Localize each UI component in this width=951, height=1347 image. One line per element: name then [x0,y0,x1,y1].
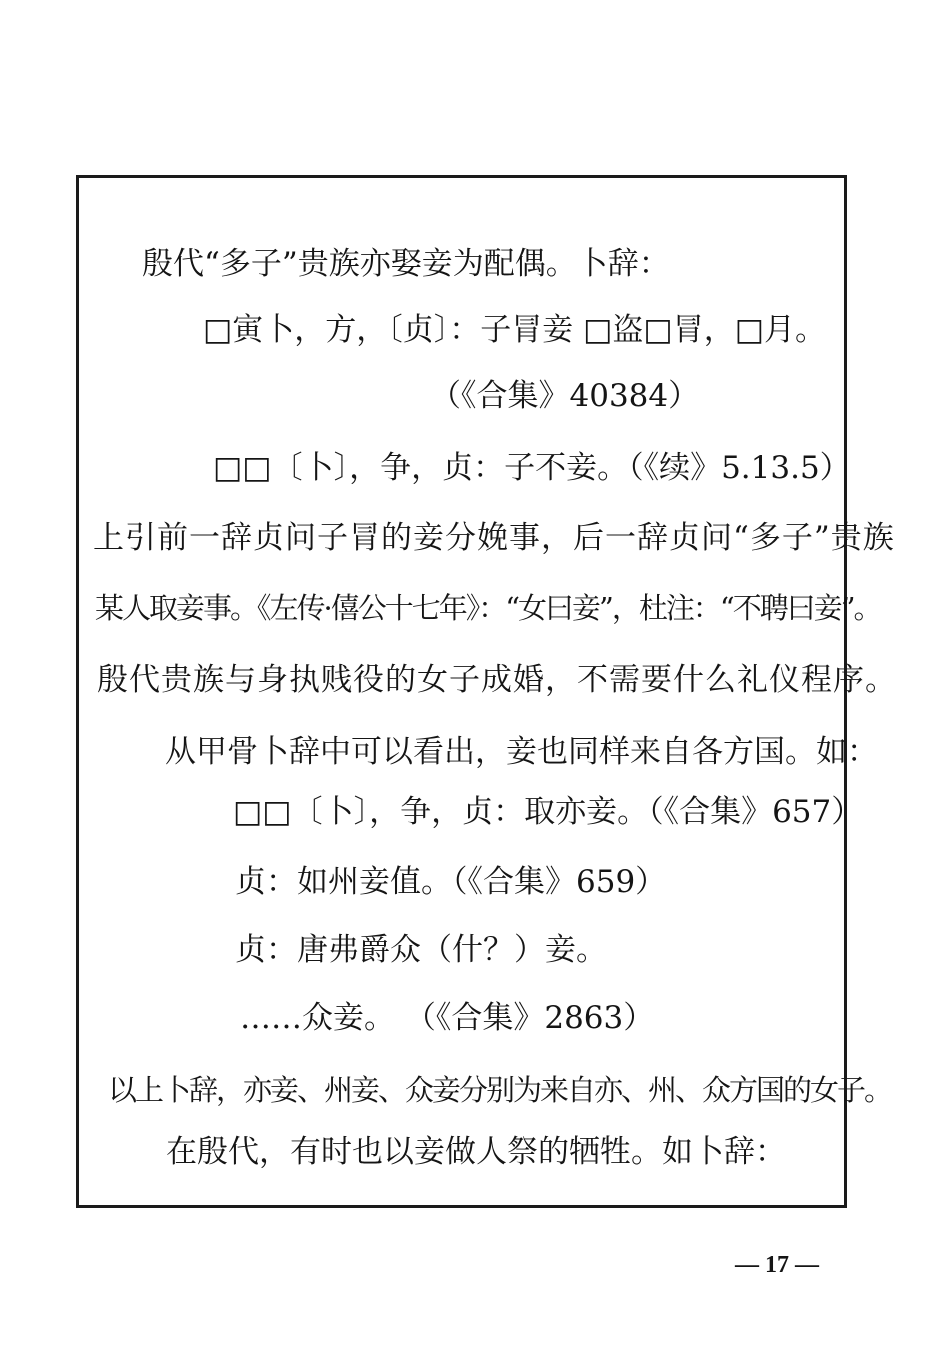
text-line: 以上卜辞，亦妾、州妾、众妾分别为来自亦、州、众方国的女子。 [108,1073,892,1107]
page-number: — 17 — [735,1252,819,1278]
text-line: 某人取妾事。《左传·僖公十七年》：“女曰妾”，杜注：“不聘曰妾”。 [95,591,881,625]
text-line: 殷代“多子”贵族亦娶妾为配偶。卜辞： [142,246,670,282]
text-line: 上引前一辞贞问子冐的妾分娩事，后一辞贞问“多子”贵族 [93,520,895,556]
text-line: 贞：唐弗爵众（什？）妾。 [235,932,607,968]
text-line: □寅卜，方，〔贞〕：子冐妾 □盗□冐，□月。 [203,312,827,348]
text-line: （《合集》40384） [430,378,700,414]
text-line: 从甲骨卜辞中可以看出，妾也同样来自各方国。如： [165,734,878,770]
text-line: □□〔卜〕，争，贞：子不妾。（《续》5.13.5） [213,450,851,486]
text-line: □□〔卜〕，争，贞：取亦妾。（《合集》657） [233,794,863,830]
text-line: ……众妾。 （《合集》2863） [240,1000,655,1036]
text-line: 贞：如州妾值。（《合集》659） [235,864,667,900]
text-line: 在殷代，有时也以妾做人祭的牺牲。如卜辞： [166,1134,786,1170]
text-line: 殷代贵族与身执贱役的女子成婚，不需要什么礼仪程序。 [97,662,897,698]
